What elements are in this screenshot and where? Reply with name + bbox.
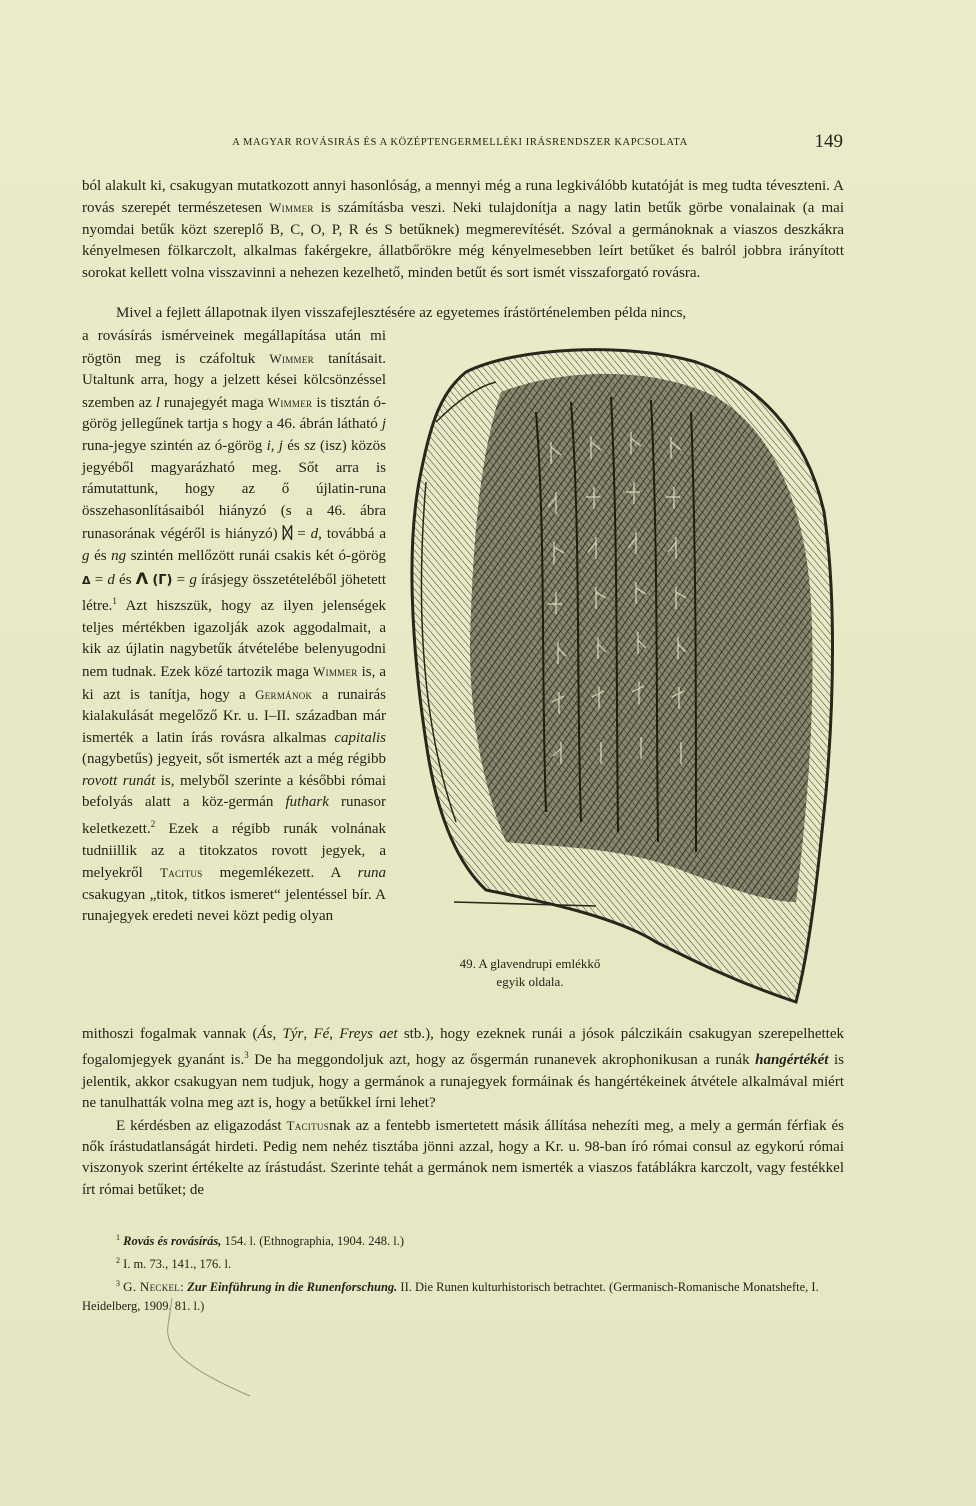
text-span: megemlékezett. A	[202, 865, 358, 882]
second-paragraph-first-line	[82, 305, 844, 322]
italic-term: hangértékét	[755, 1052, 829, 1069]
italic-term: rovott runát	[82, 772, 156, 789]
text-span: ,	[329, 1026, 340, 1042]
author-name: Tacitus	[159, 865, 203, 881]
italic-letter: g	[82, 547, 90, 564]
delta-glyph: Δ	[82, 573, 91, 587]
text-span: runa-jegye szintén az ó-görög	[82, 437, 267, 454]
left-column-text	[82, 326, 386, 928]
footnote-mark: 3	[116, 1279, 120, 1289]
text-span: a rovásírás ismérveinek megállapítása után mi rögtön meg is czáfoltuk	[82, 328, 386, 367]
text-span: , továbbá a	[318, 526, 387, 543]
text-span: nak az a fentebb ismertetett másik állítása nehezíti meg, a mely a germán férfiak és nők írástudatlanságát hirdeti. Pedig nem nehéz tisztába jönni azzal, hogy a Kr. u. 98-ban író római consul az egykorú római viszonyok szerint értékelte az írástudást. Szerinte tehát a germánok nem ismerték a viaszos fatáblákra karczolt, vagy festékkel írt római betűket; de	[82, 1117, 845, 1198]
italic-letter: i, j	[266, 437, 283, 454]
text-span: runajegyét maga	[159, 394, 268, 411]
pencil-stroke	[168, 1298, 250, 1396]
text-span: és	[114, 571, 136, 588]
text-span: csakugyan „titok, titkos ismeret“ jelentéssel bír. A runajegyek eredeti nevei közt pedig olyan	[82, 886, 386, 925]
text-span: (isz) közös jegyéből magyarázható meg. Sőt arra is rámutattunk, hogy az ő újlatin-runa összehasonlításaiból hiányzó (s a 46. ábra runasorának végéről is hiányzó)	[82, 437, 386, 543]
footnote-author: G. Neckel:	[123, 1279, 185, 1295]
caption-line: 49. A glavendrupi emlékkő	[459, 956, 601, 971]
author-name: Wimmer	[269, 350, 314, 366]
italic-term: Ás	[257, 1026, 273, 1042]
text-span: is számításba veszi. Neki tulajdonítja a nagy latin betűk görbe vonalainak (a mai nyomdai betűk közt szereplő B, C, O, P, R és S betűknek) megmerevítését. Szóval a germánoknak a viaszos deszkákra kényelmesen fölkarczolt, alkalmas fakérgekre, állatbőrökre még kényelmesebben leírt betűket és balról jobbra irányított sorokat kellett volna visszavinni a nehezen kezelhető, minden betűt és sort ismét visszaforgató rovásra.	[82, 200, 844, 281]
footnote-2	[82, 1251, 844, 1274]
top-paragraph	[82, 176, 844, 284]
italic-term: runa	[357, 865, 386, 882]
text-span: =	[172, 571, 190, 588]
footnote-ref: 2	[150, 819, 156, 830]
figure-caption	[425, 955, 635, 991]
text-span: Mivel a fejlett állapotnak ilyen visszafejlesztésére az egyetemes írástörténelemben példa nincs,	[116, 305, 687, 321]
footnote-1	[82, 1228, 844, 1251]
italic-letter: d	[107, 571, 115, 588]
text-span: és	[89, 547, 112, 564]
glavendrup-stone-figure	[396, 342, 840, 1012]
italic-term: capitalis	[334, 729, 386, 746]
bottom-paragraph	[82, 1024, 844, 1201]
text-span: Azt hiszszük, hogy az ilyen jelenségek teljes mértékben igazolják azok aggodalmait, a kik az újlatin nagybetűk átvételébe belenyugodni nem tudnak. Ezek közé tartozik maga	[82, 598, 386, 680]
footnote-ref: 1	[112, 596, 117, 607]
rune-d-glyph: ᛞ	[282, 523, 293, 543]
pencil-mark	[150, 1296, 270, 1406]
footnote-mark: 1	[116, 1233, 120, 1242]
author-name: Tacitus	[286, 1117, 330, 1133]
text-span: is jelentik, akkor csakugyan nem tudjuk, hogy a germánok a runajegyek formáinak és hangértékeinek átvétele alkalmával miért ne tanulhatták volna meg azt is, hogy a betűkkel írni lehet?	[82, 1052, 844, 1112]
italic-letter: ng	[111, 547, 127, 564]
italic-letter: j	[381, 416, 386, 433]
italic-letter: sz	[304, 437, 316, 454]
text-span: is tisztán ó-görög jellegűnek tartja s hogy a 46. ábrán látható	[82, 394, 386, 433]
stone-illustration	[396, 342, 840, 1012]
author-name: Wimmer	[269, 200, 314, 216]
running-title: A MAGYAR ROVÁSIRÁS ÉS A KÖZÉPTENGERMELLÉKI IRÁSRENDSZER KAPCSOLATA	[232, 137, 688, 148]
text-span: mithoszi fogalmak vannak (	[82, 1026, 258, 1042]
text-span: ból alakult ki, csakugyan mutatkozott annyi hasonlóság, a mennyi még a runa legkiválóbb kutatóját is meg tudta téveszteni. A rovás szerepét természetesen	[82, 178, 844, 217]
text-span: a runairás kialakulását megelőző Kr. u. I–II. században már ismerték a latin írás rovásra alkalmas	[82, 686, 386, 746]
footnote-mark: 2	[116, 1256, 120, 1266]
italic-letter: l	[155, 394, 160, 411]
footnote-title: Rovás és rovásírás,	[123, 1234, 222, 1249]
footnote-ref: 3	[244, 1050, 249, 1061]
author-name: Wimmer	[313, 663, 358, 679]
footnote-text: 154. l. (Ethnographia, 1904. 248. l.)	[221, 1234, 405, 1249]
text-span: E kérdésben az eligazodást	[116, 1117, 287, 1134]
text-span: runasor keletkezett.	[82, 794, 386, 838]
italic-letter: d	[310, 526, 319, 543]
text-span: Ezek a régibb runák volnának tudniillik az a titokzatos rovott jegyek, a melyekről	[82, 821, 386, 882]
text-span: is, a ki azt is tanítja, hogy a	[82, 663, 386, 703]
page-number: 149	[814, 131, 843, 152]
author-name: Wimmer	[267, 394, 313, 410]
text-span: szintén mellőzött runái csakis két ó-görög	[126, 547, 386, 564]
gamma-glyph: (Γ)	[152, 572, 173, 588]
italic-term: Týr	[282, 1026, 304, 1042]
lambda-glyph: Λ	[135, 568, 149, 588]
text-span: (nagybetűs) jegyeit, sőt ismerték azt a még régibb	[82, 751, 386, 768]
italic-term: Freys aet	[339, 1026, 398, 1042]
text-span: tanításait. Utaltunk arra, hogy a jelzett kései kölcsönzéssel szemben az	[82, 350, 386, 411]
text-span: De ha meggondoljuk azt, hogy az ősgermán runanevek akrophonikusan a runák	[248, 1052, 756, 1069]
text-span: ,	[272, 1026, 283, 1042]
footnote-text: I. m. 73., 141., 176. l.	[123, 1257, 232, 1272]
emphasis-name: Germánok	[255, 686, 313, 702]
italic-letter: g	[189, 571, 197, 588]
text-span: írásjegy összetételéből jöhetett létre.	[82, 571, 386, 615]
caption-line: egyik oldala.	[496, 974, 564, 989]
footnote-title: Zur Einführung in die Runenforschung.	[184, 1280, 398, 1295]
italic-term: Fé	[313, 1026, 330, 1042]
text-span: és	[282, 437, 305, 454]
stone-hatched-face	[470, 374, 812, 902]
italic-term: futhark	[285, 794, 329, 811]
text-span: ,	[303, 1026, 314, 1042]
text-span: stb.), hogy ezeknek runái a jósok pálczikáin csakugyan szerepelhettek fogalomjegyek gyanánt is.	[82, 1026, 845, 1069]
text-span: =	[90, 571, 108, 588]
text-span: is, melyből szerinte a későbbi római befolyás alatt a köz-germán	[82, 772, 386, 811]
text-span: =	[292, 526, 311, 543]
footnote-text: II. Die Runen kulturhistorisch betrachtet. (Germanisch-Romanische Monatshefte, I. Heidelberg, 1909. 81. l.)	[82, 1280, 819, 1314]
